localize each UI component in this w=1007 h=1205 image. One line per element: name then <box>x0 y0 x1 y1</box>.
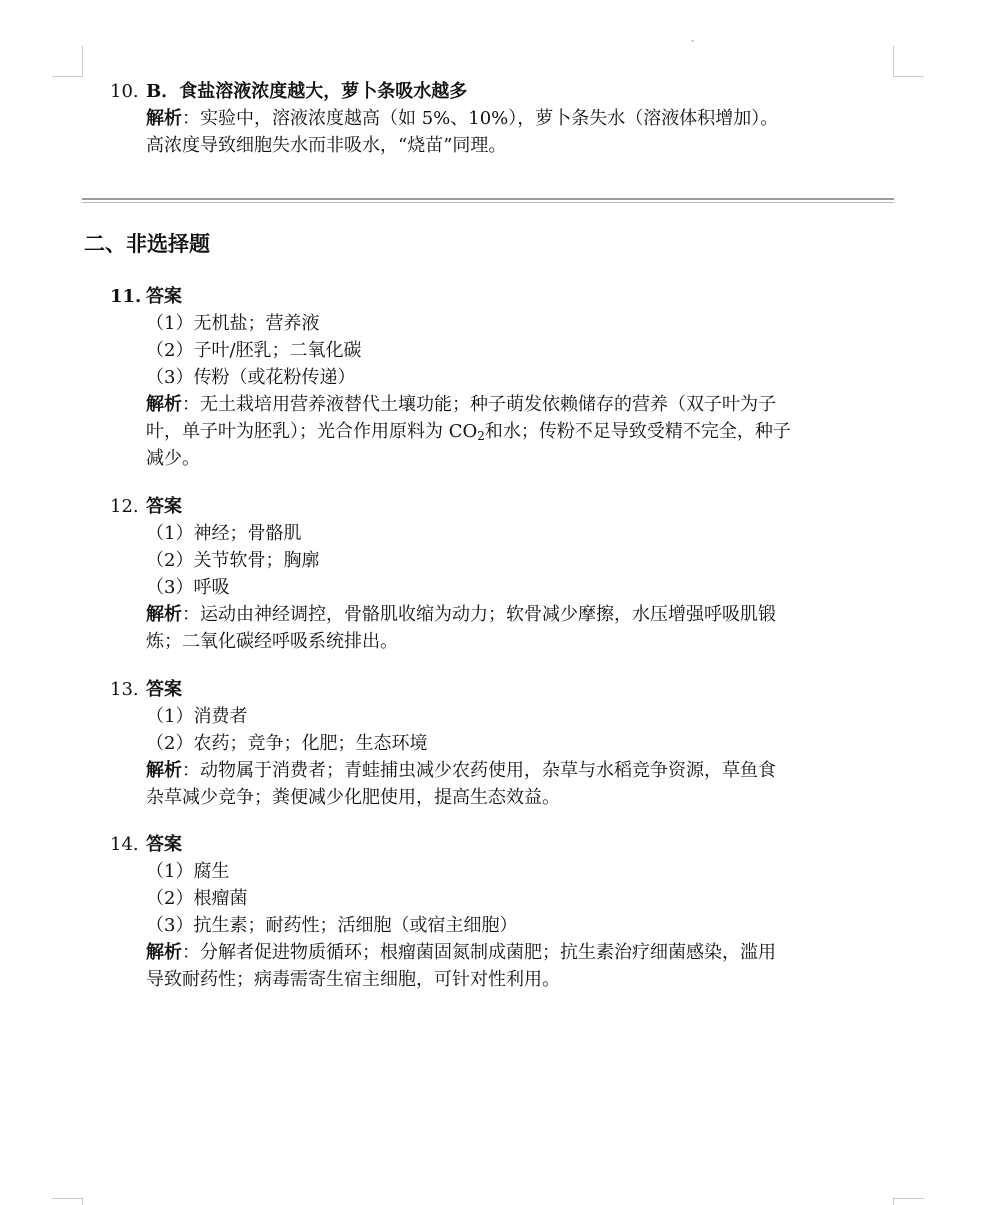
crop-mark-top-left <box>52 46 83 77</box>
q12-analysis-label: 解析 <box>146 604 182 625</box>
q13-analysis-label: 解析 <box>146 760 182 781</box>
q11-analysis-text-2a: 叶，单子叶为胚乳）；光合作用原料为 CO <box>146 421 478 442</box>
q11-analysis-text-1: ：无土栽培用营养液替代土壤功能；种子萌发依赖储存的营养（双子叶为子 <box>182 394 776 415</box>
crop-mark-top-right <box>893 46 924 77</box>
q11-heading: 答案 <box>146 286 182 307</box>
q14-item-1: （1）腐生 <box>146 861 230 882</box>
q14-analysis-line-2: 导致耐药性；病毒需寄生宿主细胞，可针对性利用。 <box>146 969 560 990</box>
q12-item-3: （3）呼吸 <box>146 577 230 598</box>
q12-analysis-line-2: 炼；二氧化碳经呼吸系统排出。 <box>146 631 398 652</box>
q14-analysis-line-1 <box>146 939 776 966</box>
q14-analysis-text-1: ：分解者促进物质循环；根瘤菌固氮制成菌肥；抗生素治疗细菌感染，滥用 <box>182 942 776 963</box>
crop-mark-bottom-right <box>893 1198 924 1205</box>
section-divider <box>82 198 894 203</box>
q11-analysis-line-2 <box>146 418 791 450</box>
q12-analysis-text-1: ：运动由神经调控，骨骼肌收缩为动力；软骨减少摩擦，水压增强呼吸肌锻 <box>182 604 776 625</box>
header-mark <box>691 40 694 42</box>
q10-analysis-line-2: 高浓度导致细胞失水而非吸水，“烧苗”同理。 <box>146 135 507 156</box>
q12-number: 12. <box>110 496 139 517</box>
q10-analysis-line-1 <box>146 105 778 132</box>
q13-analysis-text-1: ：动物属于消费者；青蛙捕虫减少农药使用，杂草与水稻竞争资源，草鱼食 <box>182 760 776 781</box>
q13-number: 13. <box>110 679 139 700</box>
q11-co2-subscript: 2 <box>477 429 485 443</box>
q11-item-3: （3）传粉（或花粉传递） <box>146 367 356 388</box>
q14-heading: 答案 <box>146 834 182 855</box>
q12-analysis-line-1 <box>146 601 776 628</box>
q12-item-1: （1）神经；骨骼肌 <box>146 523 302 544</box>
q13-analysis-line-1 <box>146 757 776 784</box>
q10-analysis-label: 解析 <box>146 108 182 129</box>
q11-item-2: （2）子叶/胚乳；二氧化碳 <box>146 340 362 361</box>
q14-number: 14. <box>110 834 139 855</box>
q13-item-2: （2）农药；竞争；化肥；生态环境 <box>146 733 428 754</box>
q11-analysis-label: 解析 <box>146 394 182 415</box>
q13-analysis-line-2: 杂草减少竞争；粪便减少化肥使用，提高生态效益。 <box>146 787 560 808</box>
q11-number: 11. <box>110 286 142 307</box>
q10-number: 10. <box>110 81 139 102</box>
q10-analysis-text-1: ：实验中，溶液浓度越高（如 5%、10%），萝卜条失水（溶液体积增加）。 <box>182 108 779 129</box>
q13-heading: 答案 <box>146 679 182 700</box>
section-title: 二、非选择题 <box>84 231 210 256</box>
q10-answer: B．食盐溶液浓度越大，萝卜条吸水越多 <box>146 81 468 102</box>
q13-item-1: （1）消费者 <box>146 706 248 727</box>
q11-analysis-line-1 <box>146 391 776 418</box>
q11-analysis-text-2b: 和水；传粉不足导致受精不完全，种子 <box>484 421 791 442</box>
crop-mark-bottom-left <box>52 1198 83 1205</box>
q11-item-1: （1）无机盐；营养液 <box>146 313 320 334</box>
q14-item-2: （2）根瘤菌 <box>146 888 248 909</box>
q14-item-3: （3）抗生素；耐药性；活细胞（或宿主细胞） <box>146 915 518 936</box>
q11-analysis-line-3: 减少。 <box>146 448 200 469</box>
q14-analysis-label: 解析 <box>146 942 182 963</box>
q12-heading: 答案 <box>146 496 182 517</box>
q12-item-2: （2）关节软骨；胸廓 <box>146 550 320 571</box>
